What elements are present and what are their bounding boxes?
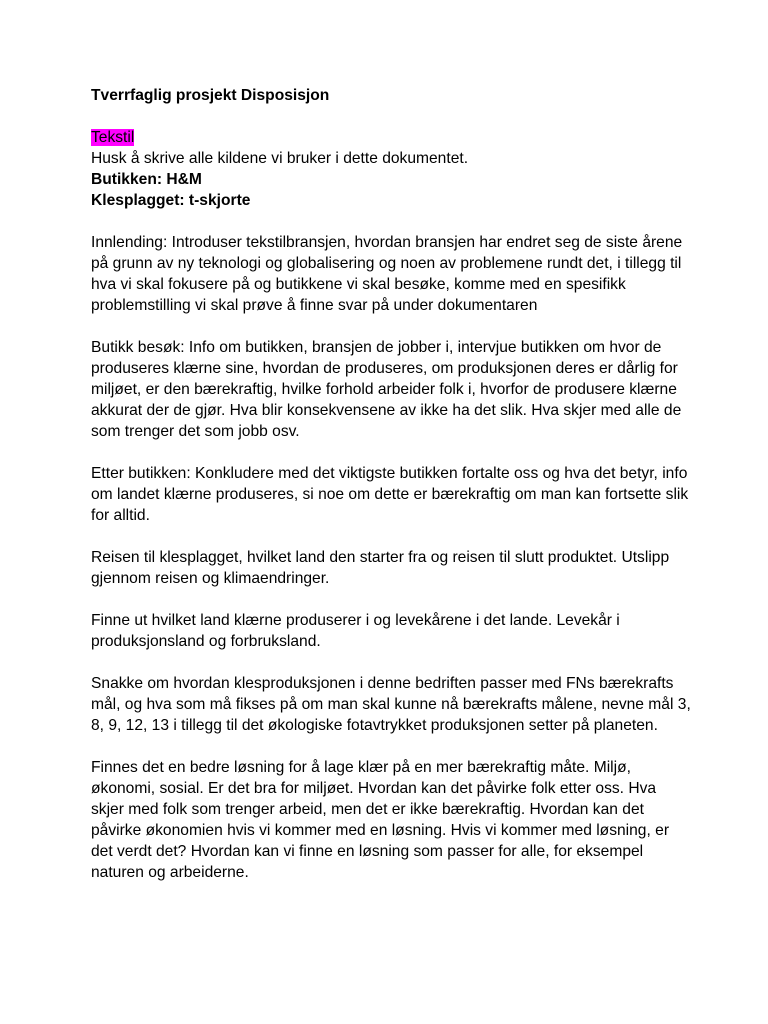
section-label-line <box>91 127 691 148</box>
paragraph-after-store: Etter butikken: Konkludere med det viktigste butikken fortalte oss og hva det betyr, info om landet klærne produseres, si noe om dette er bærekraftig om man kan fortsette slik for alltid. <box>91 465 689 524</box>
document-body <box>91 85 691 883</box>
section-label-highlight: Tekstil <box>91 129 135 146</box>
paragraph-introduction: Innlending: Introduser tekstilbransjen, hvordan bransjen har endret seg de siste årene på grunn av ny teknologi og globalisering og noen av problemene rundt det, i tillegg til hva vi skal fokusere på og butikkene vi skal besøke, komme med en spesifikk problemstilling vi skal prøve å finne svar på under dokumentaren <box>91 234 683 314</box>
sources-note: Husk å skrive alle kildene vi bruker i dette dokumentet. <box>91 150 469 167</box>
paragraph-sustainability-goals: Snakke om hvordan klesproduksjonen i denne bedriften passer med FNs bærekrafts mål, og hva som må fikses på om man skal kunne nå bærekrafts målene, nevne mål 3, 8, 9, 12, 13 i tillegg til det økologiske fotavtrykket produksjonen setter på planeten. <box>91 675 691 734</box>
paragraph-garment-journey: Reisen til klesplagget, hvilket land den starter fra og reisen til slutt produktet. Utslipp gjennom reisen og klimaendringer. <box>91 549 670 587</box>
paragraph-better-solution: Finnes det en bedre løsning for å lage klær på en mer bærekraftig måte. Miljø, økonomi, sosial. Er det bra for miljøet. Hvordan kan det påvirke folk etter oss. Hva skjer med folk som trenger arbeid, men det er ikke bærekraftig. Hvordan kan det påvirke økonomien hvis vi kommer med en løsning. Hvis vi kommer med løsning, er det verdt det? Hvordan kan vi finne en løsning som passer for alle, for eksempel naturen og arbeiderne. <box>91 759 670 881</box>
store-line: Butikken: H&M <box>91 171 202 188</box>
document-title: Tverrfaglig prosjekt Disposisjon <box>91 87 330 104</box>
garment-line: Klesplagget: t-skjorte <box>91 192 251 209</box>
paragraph-store-visit: Butikk besøk: Info om butikken, bransjen de jobber i, intervjue butikken om hvor de produseres klærne sine, hvordan de produseres, om produksjonen deres er dårlig for miljøet, er den bærekraftig, hvilke forhold arbeider folk i, hvorfor de produsere klærne akkurat der de gjør. Hva blir konsekvensene av ikke ha det slik. Hva skjer med alle de som trenger det som jobb osv. <box>91 339 682 440</box>
paragraph-living-conditions: Finne ut hvilket land klærne produserer i og levekårene i det lande. Levekår i produksjonsland og forbruksland. <box>91 612 620 650</box>
